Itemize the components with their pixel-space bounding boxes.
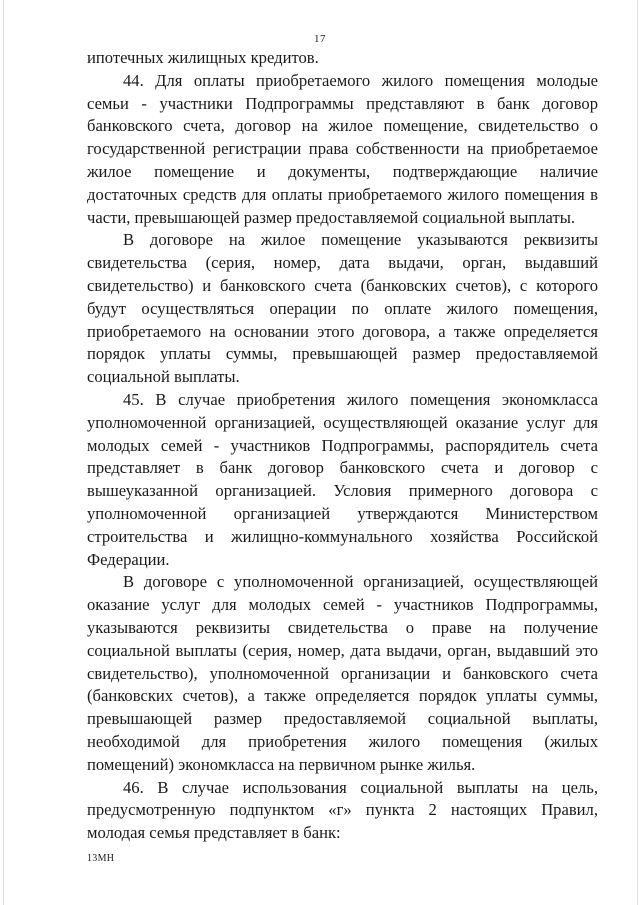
paragraph-continuation: ипотечных жилищных кредитов. (87, 48, 319, 67)
paragraph-item-44: 44. Для оплаты приобретаемого жилого помещения молодые семьи - участники Подпрограммы представляют в банк договор банковского счета, договор на жилое помещение, свидетельство о государственной регистрации права собственности на приобретаемое жилое помещение и документы, подтверждающие наличие достаточных средств для оплаты приобретаемого жилого помещения в части, превышающей размер предоставляемой социальной выплаты. (87, 70, 598, 227)
page-number: 17 (314, 33, 326, 45)
document-body (87, 47, 598, 845)
scan-edge-right (637, 0, 638, 905)
footer-code: 13МН (87, 853, 115, 864)
paragraph-item-45: 45. В случае приобретения жилого помещения экономкласса уполномоченной организацией, осуществляющей оказание услуг для молодых семей - участников Подпрограммы, распорядитель счета представляет в банк договор банковского счета и договор с вышеуказанной организацией. Условия примерного договора с уполномоченной организацией утверждаются Министерством строительства и жилищно-коммунального хозяйства Российской Федерации. (87, 389, 598, 569)
paragraph-authorized-org-contract: В договоре с уполномоченной организацией, осуществляющей оказание услуг для молодых семей - участников Подпрограммы, указываются реквизиты свидетельства о праве на получение социальной выплаты (серия, номер, дата выдачи, орган, выдавший это свидетельство), уполномоченной организации и банковского счета (банковских счетов), а также определяется порядок уплаты суммы, превышающей размер предоставляемой социальной выплаты, необходимой для приобретения жилого помещения (жилых помещений) экономкласса на первичном рынке жилья. (87, 572, 598, 774)
paragraph-contract-details: В договоре на жилое помещение указываются реквизиты свидетельства (серия, номер, дата выдачи, орган, выдавший свидетельство) и банковского счета (банковских счетов), с которого будут осуществляться операции по оплате жилого помещения, приобретаемого на основании этого договора, а также определяется порядок уплаты суммы, превышающей размер предоставляемой социальной выплаты. (87, 230, 598, 387)
paragraph-item-46: 46. В случае использования социальной выплаты на цель, предусмотренную подпунктом «г» пункта 2 настоящих Правил, молодая семья представляет в банк: (87, 777, 598, 843)
scan-edge-left (3, 0, 4, 905)
